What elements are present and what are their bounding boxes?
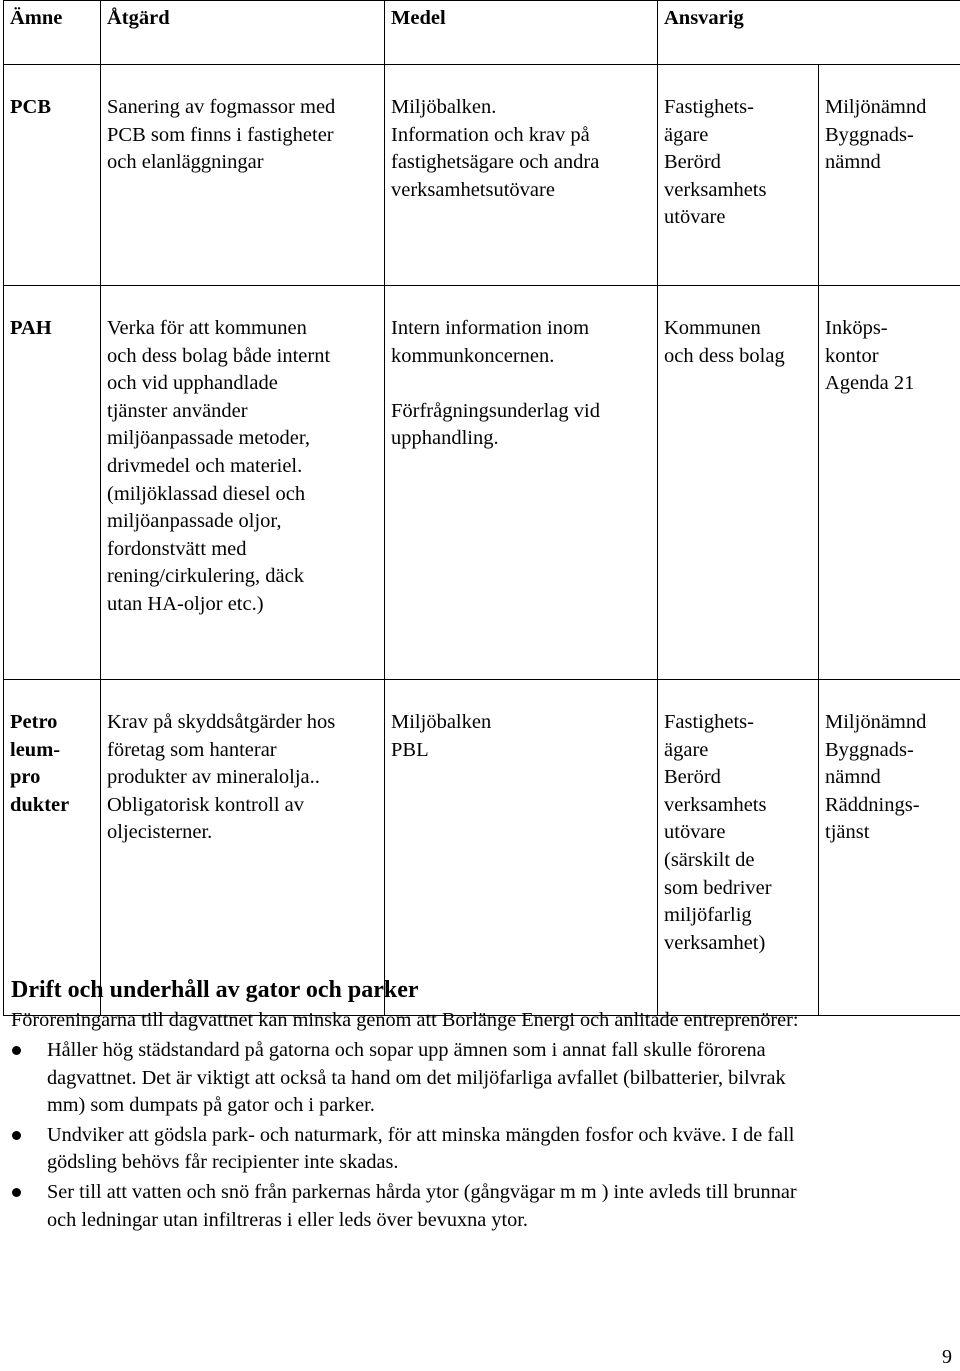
cell-line: produkter av mineralolja.. <box>107 766 320 789</box>
cell-line: Miljönämnd <box>825 96 927 118</box>
table-row <box>4 286 960 680</box>
cell-line: Krav på skyddsåtgärder hos <box>107 711 336 733</box>
cell-line: miljöanpassade metoder, <box>107 427 310 450</box>
cell-line: och dess bolag både internt <box>107 344 331 367</box>
cell-line: Berörd <box>664 766 721 789</box>
cell-responsible-primary <box>658 286 819 680</box>
cell-line: Inköps- <box>825 317 888 339</box>
cell-line: Information och krav på <box>391 123 590 146</box>
cell-line: PCB <box>10 96 51 118</box>
cell-line: tjänster använder <box>107 399 248 422</box>
list-item-line: gödsling behövs får recipienter inte skadas. <box>47 1151 399 1174</box>
cell-line: fastighetsägare och andra <box>391 151 600 174</box>
cell-line: Miljönämnd <box>825 711 927 733</box>
cell-line: PAH <box>10 317 52 339</box>
bullet-icon <box>12 1188 21 1197</box>
cell-line: leum- <box>10 738 61 761</box>
cell-line: Berörd <box>664 151 721 174</box>
cell-line: Byggnads- <box>825 738 914 761</box>
list-item-line: mm) som dumpats på gator och i parker. <box>47 1094 375 1117</box>
cell-subject <box>4 680 101 1016</box>
cell-line: kontor <box>825 344 879 367</box>
header-subject: Ämne <box>4 1 101 65</box>
cell-responsible-authority <box>819 65 960 286</box>
cell-responsible-authority <box>819 680 960 1016</box>
header-means: Medel <box>385 1 658 65</box>
measures-table <box>3 0 960 1016</box>
section-heading: Drift och underhåll av gator och parker <box>11 977 419 1003</box>
cell-line: Kommunen <box>664 317 761 339</box>
cell-line: (särskilt de <box>664 848 755 871</box>
cell-line: och vid upphandlade <box>107 372 278 395</box>
cell-line: företag som hanterar <box>107 738 277 761</box>
cell-subject <box>4 286 101 680</box>
list-item-line: Håller hög städstandard på gatorna och sopar upp ämnen som i annat fall skulle förorena <box>47 1039 766 1061</box>
list-item <box>0 1179 960 1234</box>
cell-line: nämnd <box>825 766 881 789</box>
cell-line: verksamhetsutövare <box>391 178 555 201</box>
cell-line: fordonstvätt med <box>107 537 247 560</box>
list-item-line: dagvattnet. Det är viktigt att också ta hand om det miljöfarliga avfallet (bilbatterier, bilvrak <box>47 1066 786 1089</box>
cell-line: och elanläggningar <box>107 151 264 174</box>
cell-line: drivmedel och materiel. <box>107 454 303 477</box>
cell-responsible-authority <box>819 286 960 680</box>
header-action: Åtgärd <box>101 1 385 65</box>
cell-line: miljöfarlig <box>664 904 752 927</box>
cell-line: Fastighets- <box>664 711 754 733</box>
cell-line: Fastighets- <box>664 96 754 118</box>
cell-line: som bedriver <box>664 876 772 899</box>
cell-line: Miljöbalken. <box>391 96 497 118</box>
cell-line: Intern information inom <box>391 317 590 339</box>
header-responsible: Ansvarig <box>658 1 960 65</box>
cell-line: verksamhets <box>664 178 767 201</box>
list-item <box>0 1037 960 1120</box>
cell-line: och dess bolag <box>664 344 785 367</box>
cell-line: Byggnads- <box>825 123 914 146</box>
table-row <box>4 680 960 1016</box>
cell-action <box>101 286 385 680</box>
cell-line: tjänst <box>825 821 870 844</box>
cell-line: kommunkoncernen. <box>391 344 555 367</box>
list-item <box>0 1122 960 1177</box>
cell-action <box>101 680 385 1016</box>
list-item-line: Undviker att gödsla park- och naturmark, för att minska mängden fosfor och kväve. I de fall <box>47 1123 795 1146</box>
cell-means <box>385 65 658 286</box>
cell-line: utövare <box>664 821 726 844</box>
cell-line: PCB som finns i fastigheter <box>107 123 334 146</box>
list-item-line: och ledningar utan infiltreras i eller leds över bevuxna ytor. <box>47 1208 528 1231</box>
cell-line: Agenda 21 <box>825 372 915 395</box>
cell-line: Räddnings- <box>825 793 920 816</box>
cell-line: dukter <box>10 793 70 816</box>
cell-line: (miljöklassad diesel och <box>107 482 306 505</box>
cell-line: verksamhets <box>664 793 767 816</box>
cell-line: ägare <box>664 123 709 146</box>
cell-action <box>101 65 385 286</box>
table-header-row <box>4 1 960 65</box>
cell-line: Sanering av fogmassor med <box>107 96 336 118</box>
cell-means <box>385 286 658 680</box>
cell-responsible-primary <box>658 65 819 286</box>
cell-line: utan HA-oljor etc.) <box>107 592 264 615</box>
cell-line <box>391 370 653 398</box>
cell-line: Miljöbalken <box>391 711 492 733</box>
cell-line: upphandling. <box>391 427 499 450</box>
cell-line: oljecisterner. <box>107 821 213 844</box>
cell-line: PBL <box>391 738 429 761</box>
bullet-icon <box>12 1131 21 1140</box>
cell-line: rening/cirkulering, däck <box>107 565 304 588</box>
cell-line: miljöanpassade oljor, <box>107 510 282 533</box>
cell-line: pro <box>10 766 41 789</box>
cell-line: Förfrågningsunderlag vid <box>391 399 600 422</box>
table-row <box>4 65 960 286</box>
cell-line: verksamhet) <box>664 931 766 954</box>
page-number: 9 <box>942 1346 952 1368</box>
cell-subject <box>4 65 101 286</box>
list-item-line: Ser till att vatten och snö från parkernas hårda ytor (gångvägar m m ) inte avleds till brunnar <box>47 1180 797 1203</box>
cell-responsible-primary <box>658 680 819 1016</box>
cell-means <box>385 680 658 1016</box>
cell-line: ägare <box>664 738 709 761</box>
bullet-icon <box>12 1046 21 1055</box>
cell-line: nämnd <box>825 151 881 174</box>
cell-line: Obligatorisk kontroll av <box>107 793 305 816</box>
section-intro: Föroreningarna till dagvattnet kan minska genom att Borlänge Energi och anlitade entreprenörer: <box>11 1009 799 1031</box>
cell-line: Petro <box>10 711 58 733</box>
cell-line: Verka för att kommunen <box>107 317 307 339</box>
cell-line: utövare <box>664 206 726 229</box>
bullet-list <box>0 1037 960 1236</box>
